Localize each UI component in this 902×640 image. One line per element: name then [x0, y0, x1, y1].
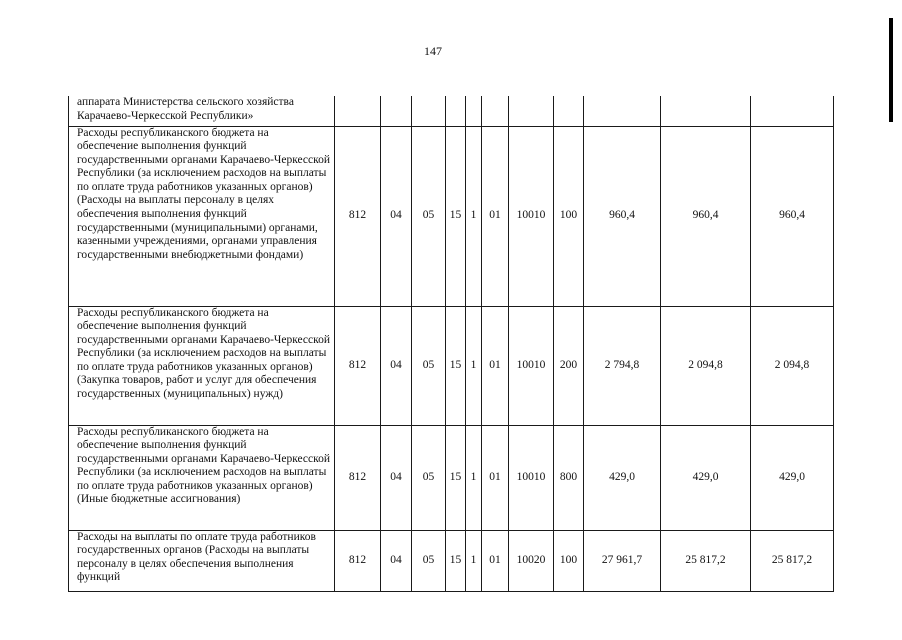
- cell-vr: 200: [554, 306, 584, 425]
- table-row: [69, 126, 834, 306]
- cell-sum-2: 429,0: [661, 425, 751, 530]
- cell-sum-1: 960,4: [584, 126, 661, 306]
- cell-pr: 05: [412, 425, 446, 530]
- cell-gr: [335, 96, 381, 126]
- row-description: Расходы республиканского бюджета на обеспечение выполнения функций государственными органами Карачаево-Черкесской Республики (за исключением расходов на выплаты по оплате труда работников указанных органов) (Закупка товаров, работ и услуг для обеспечения государственных (муниципальных) нужд): [69, 306, 335, 425]
- budget-table: [68, 96, 834, 592]
- table-row: [69, 96, 834, 126]
- scan-edge-mark: [889, 18, 893, 122]
- cell-sum-2: 2 094,8: [661, 306, 751, 425]
- row-description: аппарата Министерства сельского хозяйства Карачаево-Черкесской Республики»: [69, 96, 335, 126]
- cell-pr: 05: [412, 530, 446, 591]
- cell-vr: 800: [554, 425, 584, 530]
- cell-sum-2: 25 817,2: [661, 530, 751, 591]
- cell-cs3: 01: [482, 306, 509, 425]
- table-row: [69, 425, 834, 530]
- cell-cs4: 10010: [509, 126, 554, 306]
- page-number: 147: [424, 44, 442, 58]
- cell-cs1: [446, 96, 466, 126]
- table-row: [69, 530, 834, 591]
- cell-cs1: 15: [446, 530, 466, 591]
- cell-vr: 100: [554, 530, 584, 591]
- cell-sum-1: 429,0: [584, 425, 661, 530]
- cell-cs2: 1: [466, 306, 482, 425]
- cell-sum-3: 960,4: [751, 126, 834, 306]
- cell-rz: 04: [381, 530, 412, 591]
- cell-cs4: 10010: [509, 425, 554, 530]
- cell-sum-1: 2 794,8: [584, 306, 661, 425]
- cell-cs3: 01: [482, 126, 509, 306]
- row-description: Расходы на выплаты по оплате труда работников государственных органов (Расходы на выплаты персоналу в целях обеспечения выполнения функций: [69, 530, 335, 591]
- cell-cs1: 15: [446, 126, 466, 306]
- cell-pr: [412, 96, 446, 126]
- cell-cs3: [482, 96, 509, 126]
- cell-gr: 812: [335, 126, 381, 306]
- cell-cs4: 10020: [509, 530, 554, 591]
- cell-cs4: 10010: [509, 306, 554, 425]
- cell-vr: [554, 96, 584, 126]
- row-description: Расходы республиканского бюджета на обеспечение выполнения функций государственными органами Карачаево-Черкесской Республики (за исключением расходов на выплаты по оплате труда работников указанных органов) (Иные бюджетные ассигнования): [69, 425, 335, 530]
- cell-cs2: 1: [466, 530, 482, 591]
- cell-sum-1: [584, 96, 661, 126]
- cell-sum-3: 25 817,2: [751, 530, 834, 591]
- cell-rz: 04: [381, 126, 412, 306]
- cell-sum-1: 27 961,7: [584, 530, 661, 591]
- cell-pr: 05: [412, 306, 446, 425]
- cell-sum-2: 960,4: [661, 126, 751, 306]
- cell-gr: 812: [335, 306, 381, 425]
- cell-vr: 100: [554, 126, 584, 306]
- cell-cs2: [466, 96, 482, 126]
- table-row: [69, 306, 834, 425]
- cell-sum-3: 429,0: [751, 425, 834, 530]
- cell-sum-3: [751, 96, 834, 126]
- cell-cs3: 01: [482, 425, 509, 530]
- cell-gr: 812: [335, 425, 381, 530]
- cell-cs3: 01: [482, 530, 509, 591]
- cell-cs2: 1: [466, 425, 482, 530]
- cell-cs4: [509, 96, 554, 126]
- row-description: Расходы республиканского бюджета на обеспечение выполнения функций государственными органами Карачаево-Черкесской Республики (за исключением расходов на выплаты по оплате труда работников указанных органов) (Расходы на выплаты персоналу в целях обеспечения выполнения функций государственными (муниципальными) органами, казенными учреждениями, органами управления государственными внебюджетными фондами): [69, 126, 335, 306]
- cell-cs2: 1: [466, 126, 482, 306]
- cell-sum-3: 2 094,8: [751, 306, 834, 425]
- cell-cs1: 15: [446, 306, 466, 425]
- cell-rz: 04: [381, 306, 412, 425]
- cell-sum-2: [661, 96, 751, 126]
- cell-gr: 812: [335, 530, 381, 591]
- cell-cs1: 15: [446, 425, 466, 530]
- cell-pr: 05: [412, 126, 446, 306]
- cell-rz: [381, 96, 412, 126]
- cell-rz: 04: [381, 425, 412, 530]
